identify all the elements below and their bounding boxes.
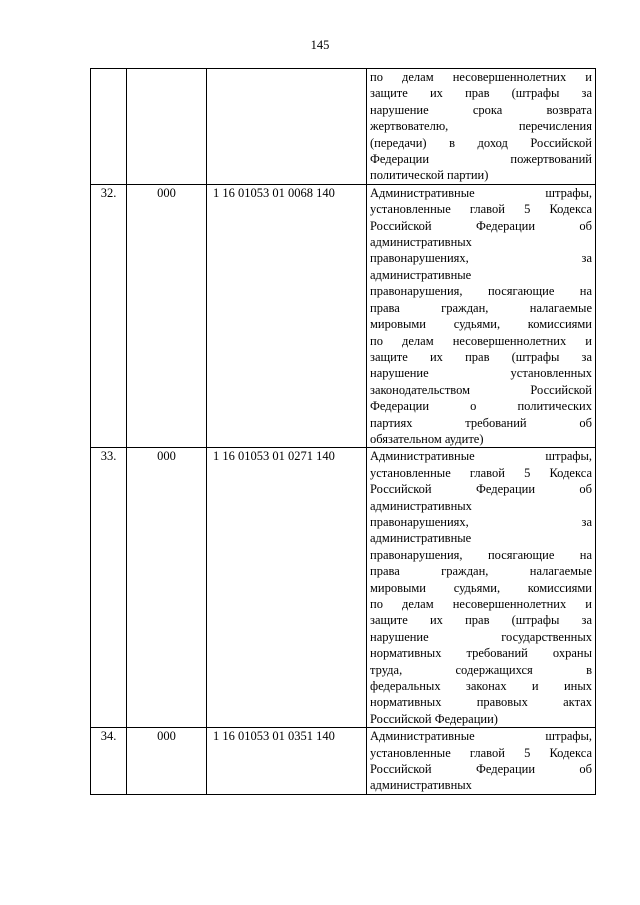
description-line: правонарушениях, за [370, 514, 592, 529]
description-line: Административные штрафы, [370, 729, 592, 744]
description-line: права граждан, налагаемые [370, 564, 592, 579]
admin-code-cell [127, 69, 207, 185]
description-line: нарушение установленных [370, 366, 592, 381]
description-line: административных [370, 498, 472, 513]
description-line: административных [370, 235, 472, 250]
budget-code-cell: 1 16 01053 01 0271 140 [207, 448, 367, 728]
description-cell [367, 448, 596, 728]
description-line: Российской Федерации) [370, 711, 498, 726]
description-line: политической партии) [370, 168, 489, 183]
description-line: установленные главой 5 Кодекса [370, 745, 592, 760]
description-line: по делам несовершеннолетних и [370, 70, 592, 84]
description-line: обязательном аудите) [370, 431, 484, 446]
description-line: партиях требований об [370, 415, 592, 430]
row-number-cell: 34. [91, 728, 127, 795]
table-row [91, 184, 596, 448]
admin-code-cell: 000 [127, 184, 207, 448]
classification-table [90, 68, 596, 795]
description-line: нормативных требований охраны [370, 646, 592, 661]
table-row [91, 728, 596, 795]
description-line: труда, содержащихся в [370, 662, 592, 677]
row-number-cell: 32. [91, 184, 127, 448]
table-row [91, 448, 596, 728]
description-line: Российской Федерации об [370, 218, 592, 233]
description-cell [367, 728, 596, 795]
description-line: установленные главой 5 Кодекса [370, 465, 592, 480]
description-line: законодательством Российской [370, 382, 592, 397]
row-number-cell: 33. [91, 448, 127, 728]
description-line: административные [370, 267, 472, 282]
description-line: правонарушения, посягающие на [370, 547, 592, 562]
description-line: Административные штрафы, [370, 449, 592, 464]
description-line: защите их прав (штрафы за [370, 349, 592, 364]
description-line: нарушение срока возврата [370, 102, 592, 117]
budget-code-cell: 1 16 01053 01 0351 140 [207, 728, 367, 795]
description-line: Административные штрафы, [370, 185, 592, 200]
description-cell [367, 184, 596, 448]
description-line: нормативных правовых актах [370, 695, 592, 710]
description-line: административных [370, 778, 472, 793]
page-number: 145 [310, 38, 330, 52]
budget-code-cell: 1 16 01053 01 0068 140 [207, 184, 367, 448]
description-line: правонарушениях, за [370, 251, 592, 266]
description-line: по делам несовершеннолетних и [370, 597, 592, 611]
description-line: жертвователю, перечисления [370, 119, 592, 134]
budget-code-cell [207, 69, 367, 185]
description-line: Федерации пожертвований [370, 152, 592, 167]
description-line: Федерации о политических [370, 399, 592, 414]
description-line: по делам несовершеннолетних и [370, 333, 592, 348]
description-line: нарушение государственных [370, 629, 592, 644]
description-line: Российской Федерации об [370, 482, 592, 497]
table-row [91, 69, 596, 185]
description-line: защите их прав (штрафы за [370, 86, 592, 101]
description-line: мировыми судьями, комиссиями [370, 317, 592, 332]
admin-code-cell: 000 [127, 728, 207, 795]
description-line: административные [370, 531, 472, 546]
description-line: установленные главой 5 Кодекса [370, 202, 592, 217]
description-line: федеральных законах и иных [370, 679, 592, 694]
description-line: мировыми судьями, комиссиями [370, 580, 592, 595]
description-line: права граждан, налагаемые [370, 300, 592, 315]
description-line: (передачи) в доход Российской [370, 135, 592, 150]
row-number-cell [91, 69, 127, 185]
description-line: правонарушения, посягающие на [370, 284, 592, 299]
description-line: защите их прав (штрафы за [370, 613, 592, 628]
description-line: Российской Федерации об [370, 762, 592, 777]
description-cell [367, 69, 596, 185]
admin-code-cell: 000 [127, 448, 207, 728]
